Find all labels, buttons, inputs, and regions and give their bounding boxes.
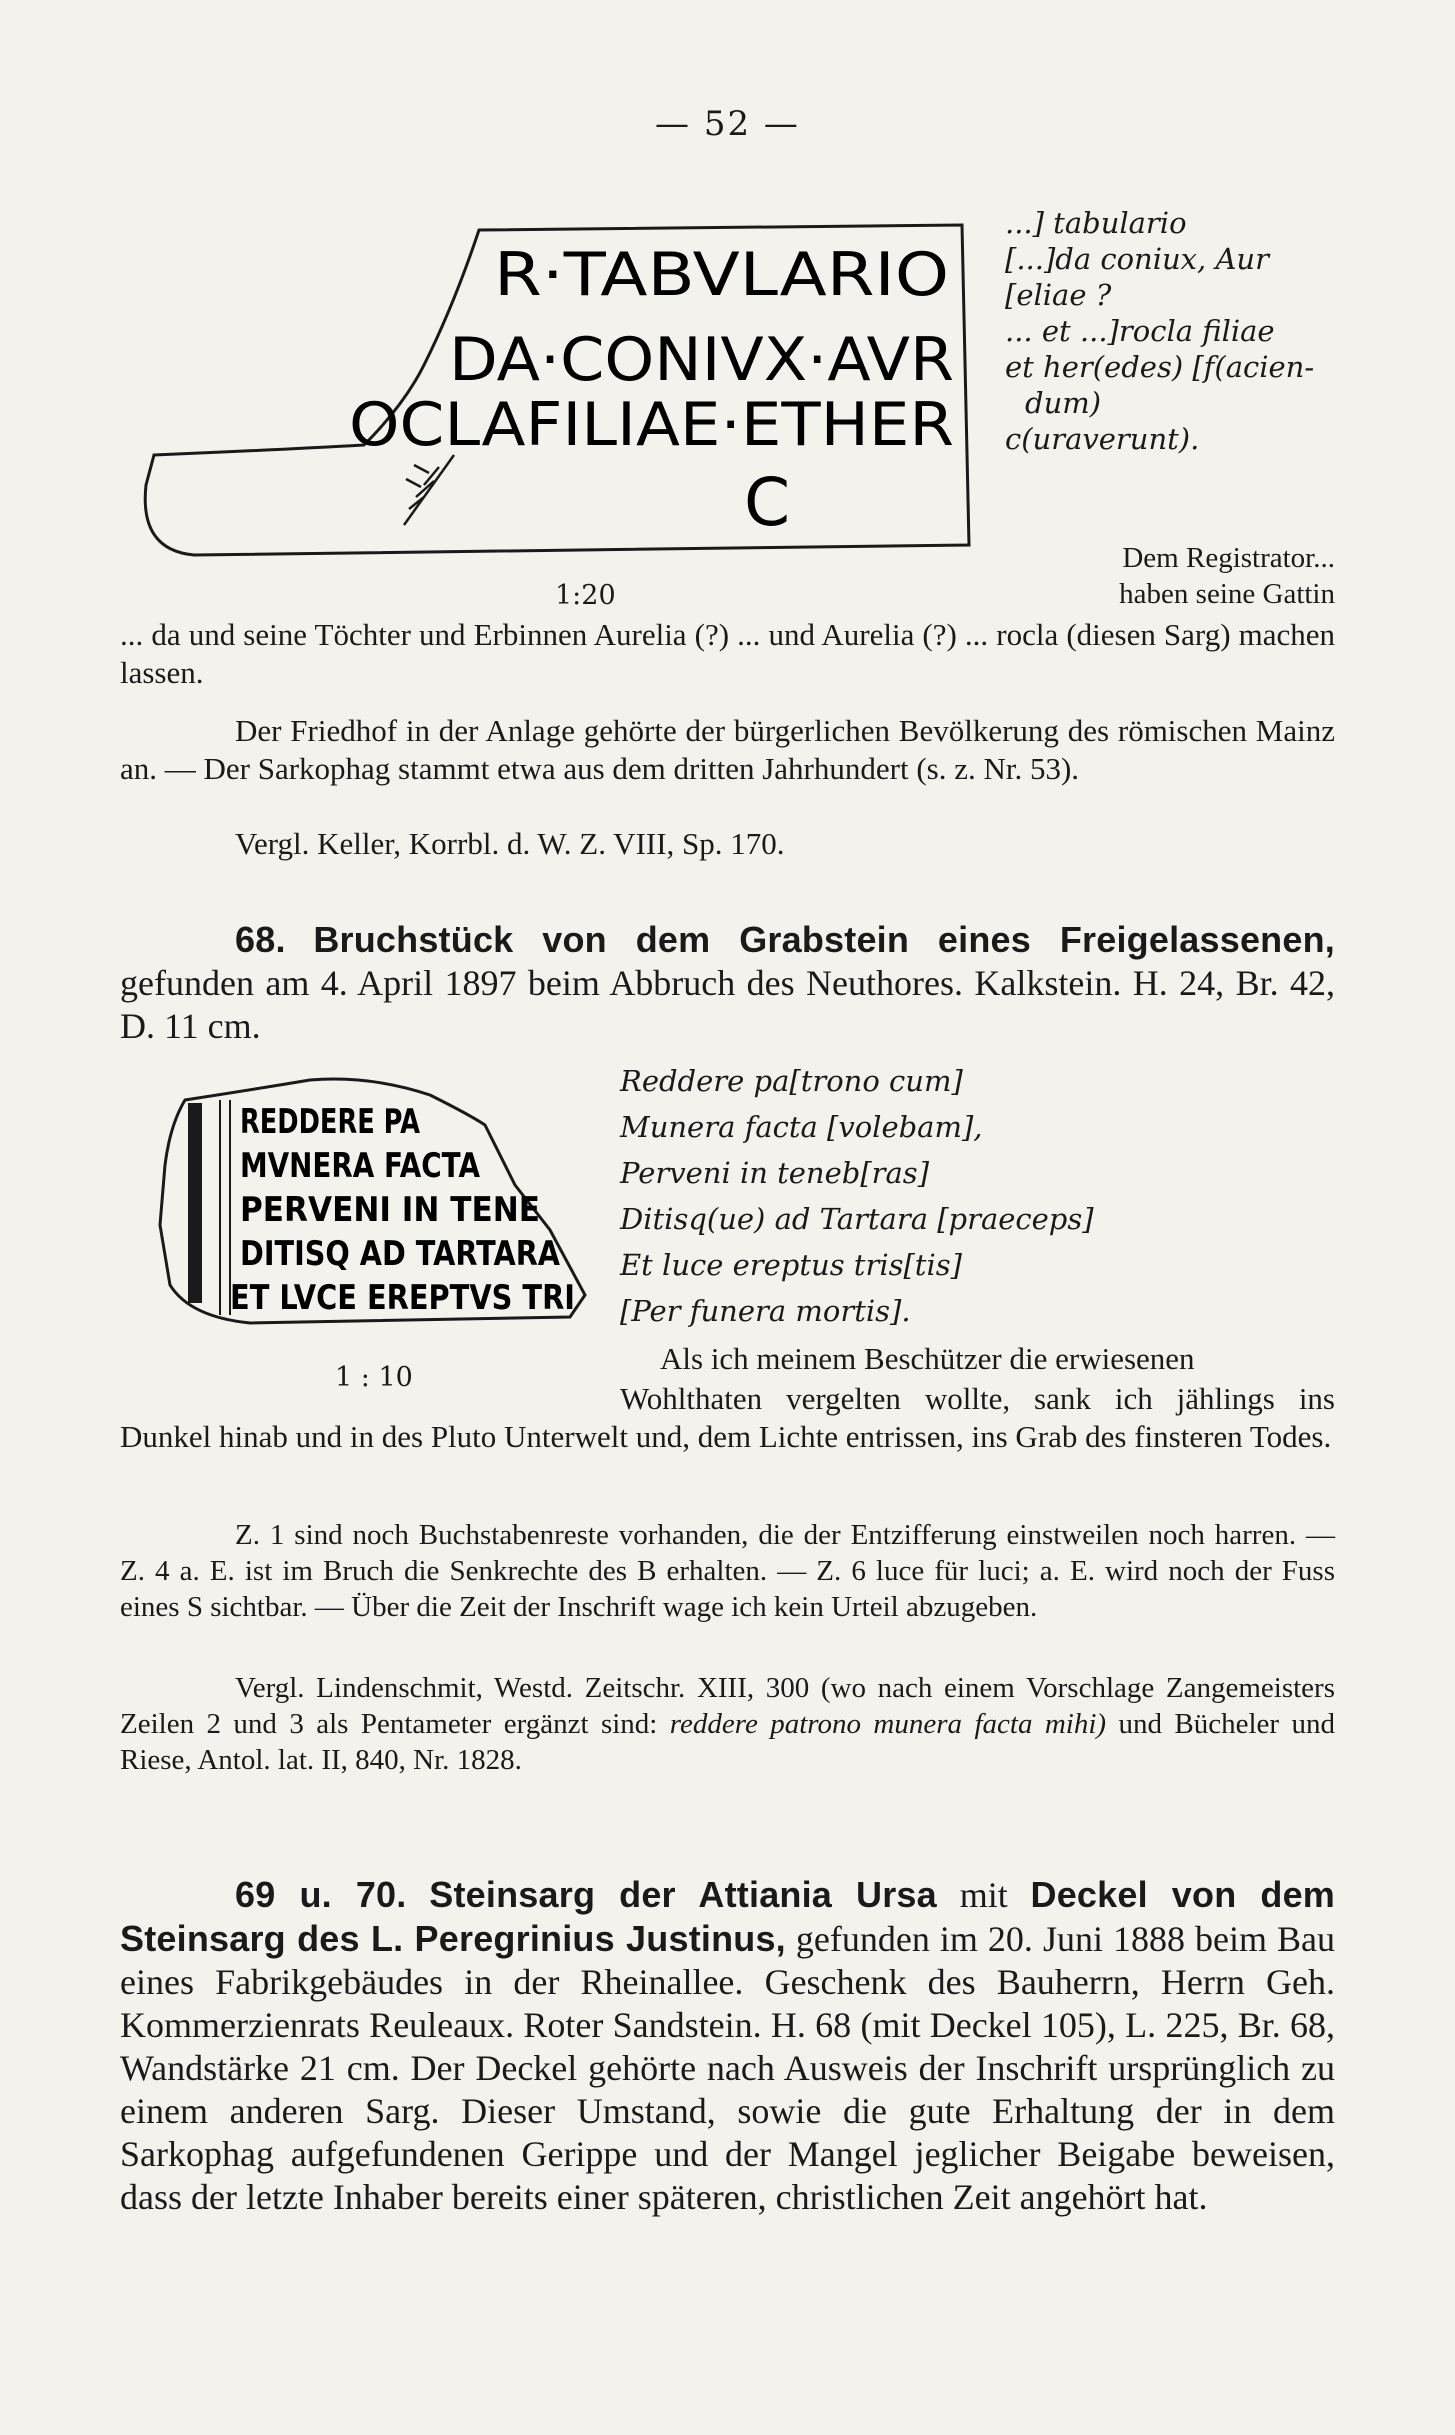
entry-69-70 bbox=[120, 1873, 1335, 2219]
inscription-line-4: C bbox=[744, 464, 791, 541]
transcription-line: Ditisq(ue) ad Tartara [praeceps] bbox=[620, 1202, 1094, 1236]
figure1-translation-continued: ... da und seine Töchter und Erbinnen Aurelia (?) ... und Aurelia (?) ... rocla (diesen Sarg) machen lassen. bbox=[120, 617, 1335, 690]
transcription-line: Reddere pa[trono cum] bbox=[620, 1064, 963, 1098]
entry-69-number: 69 u. 70. bbox=[235, 1874, 407, 1915]
inscription-line-2: DA·CONIVX·AVR bbox=[449, 325, 954, 395]
entry-68-title: Bruchstück von dem Grabstein eines Freigelassenen, bbox=[313, 919, 1335, 960]
reference-lindenschmit bbox=[120, 1670, 1335, 1778]
inscription-line-1: R·TABVLARIO bbox=[494, 240, 949, 310]
inscription-outline bbox=[124, 205, 979, 565]
translation-line: Dem Registrator... bbox=[1122, 542, 1335, 574]
entry-68-description: gefunden am 4. April 1897 beim Abbruch des Neuthores. Kalkstein. H. 24, Br. 42, D. 11 cm. bbox=[120, 963, 1335, 1046]
transcription-line: Perveni in teneb[ras] bbox=[620, 1156, 930, 1190]
transcription-line: ...] tabulario bbox=[1005, 206, 1187, 240]
transcription-line: c(uraverunt). bbox=[1005, 422, 1200, 456]
figure1-scale: 1:20 bbox=[555, 580, 616, 611]
fragment-line-1: REDDERE PA bbox=[240, 1102, 421, 1142]
inscription-line-3: OCLAFILIAE·ETHER bbox=[349, 390, 954, 460]
entry-69-title: Steinsarg der Attiania Ursa bbox=[429, 1874, 937, 1915]
transcription-line: [Per funera mortis]. bbox=[620, 1294, 911, 1328]
fragment-line-4: DITISQ AD TARTARA bbox=[240, 1234, 561, 1274]
fragment-translation-first-line: Als ich meinem Beschützer die erwiesenen bbox=[660, 1341, 1195, 1376]
fragment-scale: 1 : 10 bbox=[335, 1362, 413, 1393]
fragment-translation: Wohlthaten vergelten wollte, sank ich jählings ins Dunkel hinab und in des Pluto Unterwelt und, dem Lichte entrissen, ins Grab des finsteren Todes. bbox=[120, 1381, 1335, 1454]
transcription-line: et her(edes) [f(acien- bbox=[1005, 350, 1315, 384]
entry-68-heading bbox=[120, 918, 1335, 1048]
reference-keller: Vergl. Keller, Korrbl. d. W. Z. VIII, Sp. 170. bbox=[235, 826, 785, 861]
transcription-line: [eliae ? bbox=[1005, 278, 1112, 312]
entry-68-number: 68. bbox=[235, 919, 286, 960]
entry-69-description: gefunden im 20. Juni 1888 beim Bau eines Fabrikgebäudes in der Rheinallee. Geschenk des Bauherrn, Herrn Geh. Kommerzienrats Reuleaux. Roter Sandstein. H. 68 (mit Deckel 105), L. 225, Br. 68, Wandstärke 21 cm. Der Deckel gehörte nach Ausweis der Inschrift ursprünglich zu einem anderen Sarg. Dieser Umstand, sowie die gute Erhaltung der in dem Sarkophag aufgefundenen Gerippe und der Mangel jeglicher Beigabe beweisen, dass der letzte Inhaber bereits einer späteren, christlichen Zeit angehört hat. bbox=[120, 1919, 1336, 2217]
fragment-line-3: PERVENI IN TENE bbox=[240, 1190, 540, 1230]
fragment-transcription bbox=[620, 1063, 1340, 1339]
gravestone-outline bbox=[130, 1055, 590, 1330]
entry-69-connector: mit bbox=[959, 1875, 1008, 1915]
transcription-line: [...]da coniux, Aur bbox=[1005, 242, 1269, 276]
reference-text: Vergl. Lindenschmit, Westd. Zeitschr. XIII, 300 (wo nach einem Vorschlage Zangemeisters Zeilen 2 und 3 als Pentameter ergänzt sind: bbox=[120, 1672, 1335, 1740]
fragment-note: Z. 1 sind noch Buchstabenreste vorhanden, die der Entzifferung einstweilen noch harren. — Z. 4 a. E. ist im Bruch die Senkrechte des B erhalten. — Z. 6 luce für luci; a. E. wird noch der Fuss eines S sichtbar. — Über die Zeit der Inschrift wage ich kein Urteil abzugeben. bbox=[120, 1519, 1335, 1623]
transcription-line: ... et ...]rocla filiae bbox=[1005, 314, 1275, 348]
fragment-line-5: ET LVCE EREPTVS TRI bbox=[230, 1278, 575, 1318]
fragment-line-2: MVNERA FACTA bbox=[240, 1146, 481, 1186]
reference-quote: reddere patrono munera facta mihi) bbox=[669, 1708, 1107, 1740]
paragraph-friedhof: Der Friedhof in der Anlage gehörte der bürgerlichen Bevölkerung des römischen Mainz an. — Der Sarkophag stammt etwa aus dem dritten Jahrhundert (s. z. Nr. 53). bbox=[120, 713, 1335, 786]
figure1-translation-right bbox=[1005, 540, 1335, 612]
sarcophagus-drawing bbox=[124, 205, 979, 565]
transcription-line: dum) bbox=[1025, 386, 1102, 420]
figure1-transcription bbox=[1005, 205, 1335, 457]
page-number: — 52 — bbox=[655, 104, 800, 144]
transcription-line: Munera facta [volebam], bbox=[620, 1110, 983, 1144]
gravestone-fragment-drawing bbox=[130, 1055, 590, 1330]
reference-text-end: und Bücheler und Riese, Antol. lat. II, 840, Nr. 1828. bbox=[120, 1708, 1336, 1776]
transcription-line: Et luce ereptus tris[tis] bbox=[620, 1248, 962, 1282]
entry-69-title-cont: Deckel von dem Steinsarg des L. Peregrinius Justinus, bbox=[120, 1874, 1336, 1959]
translation-line: haben seine Gattin bbox=[1119, 578, 1335, 610]
